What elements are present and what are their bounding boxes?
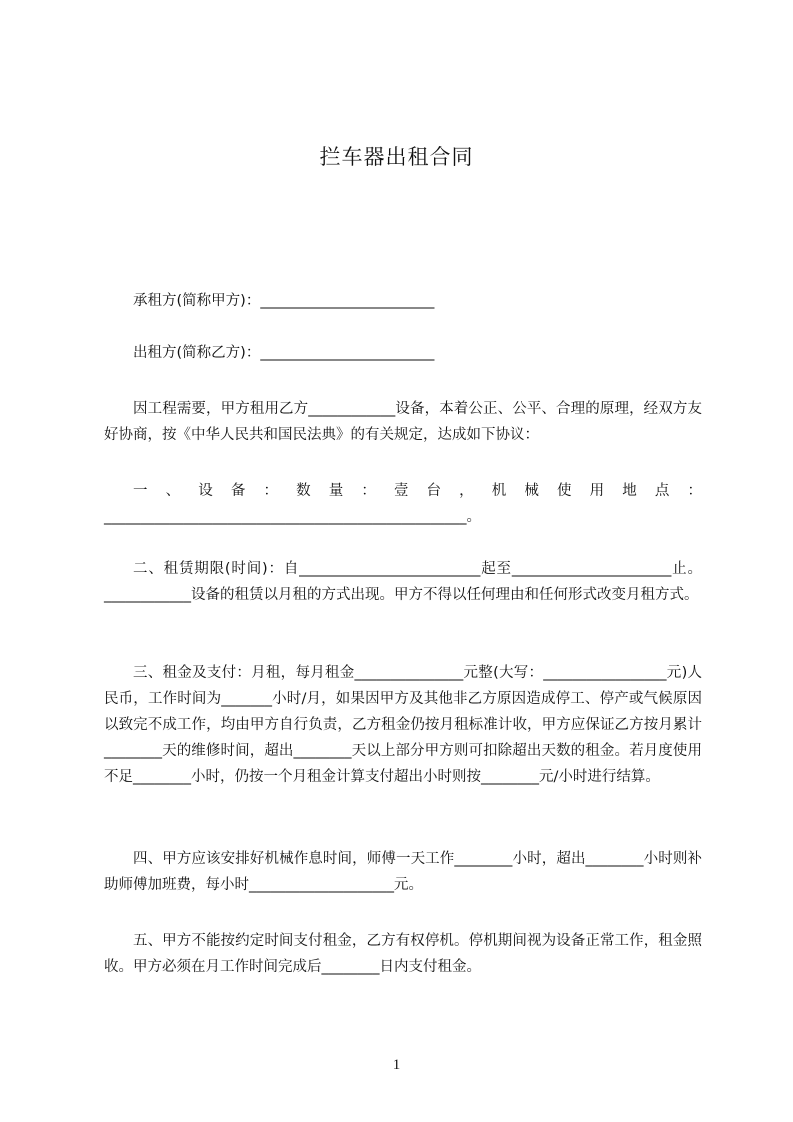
page-number: 1 bbox=[392, 1057, 401, 1073]
clause-1-equipment: 一、设备：数量：壹台，机械使用地点：__________________________________________________。 bbox=[104, 483, 702, 525]
clause-4-working-hours: 四、甲方应该安排好机械作息时间，师傅一天工作________小时，超出________小时则补助师傅加班费，每小时____________________元。 bbox=[104, 851, 702, 893]
lessor-line: 出租方(简称乙方)：________________________ bbox=[133, 345, 435, 361]
clause-2-lease-term: 二、租赁期限(时间)：自_________________________起至______________________止。____________设备的租赁以月租的方式出现。甲方不得以任何理由和任何形式改变月租方式。 bbox=[104, 561, 702, 603]
clause-5-rent-default: 五、甲方不能按约定时间支付租金，乙方有权停机。停机期间视为设备正常工作，租金照收。甲方必须在月工作时间完成后________日内支付租金。 bbox=[104, 933, 702, 975]
document-title: 拦车器出租合同 bbox=[319, 145, 474, 169]
clause-3-rent-payment: 三、租金及支付：月租，每月租金_______________元整(大写：_________________元)人民币，工作时间为_______小时/月，如果因甲方及其他非乙方原因造成停工、停产或气候原因以致完不成工作，均由甲方自行负责，乙方租金仍按月租标准计收，甲方应保证乙方按月累计________天的维修时间，超出________天以上部分甲方则可扣除超出天数的租金。若月度使用不足________小时，仍按一个月租金计算支付超出小时则按________元/小时进行结算。 bbox=[104, 665, 702, 785]
lessee-line: 承租方(简称甲方)：________________________ bbox=[133, 293, 435, 309]
intro-paragraph: 因工程需要，甲方租用乙方____________设备，本着公正、公平、合理的原理，经双方友好协商，按《中华人民共和国民法典》的有关规定，达成如下协议： bbox=[104, 401, 702, 443]
